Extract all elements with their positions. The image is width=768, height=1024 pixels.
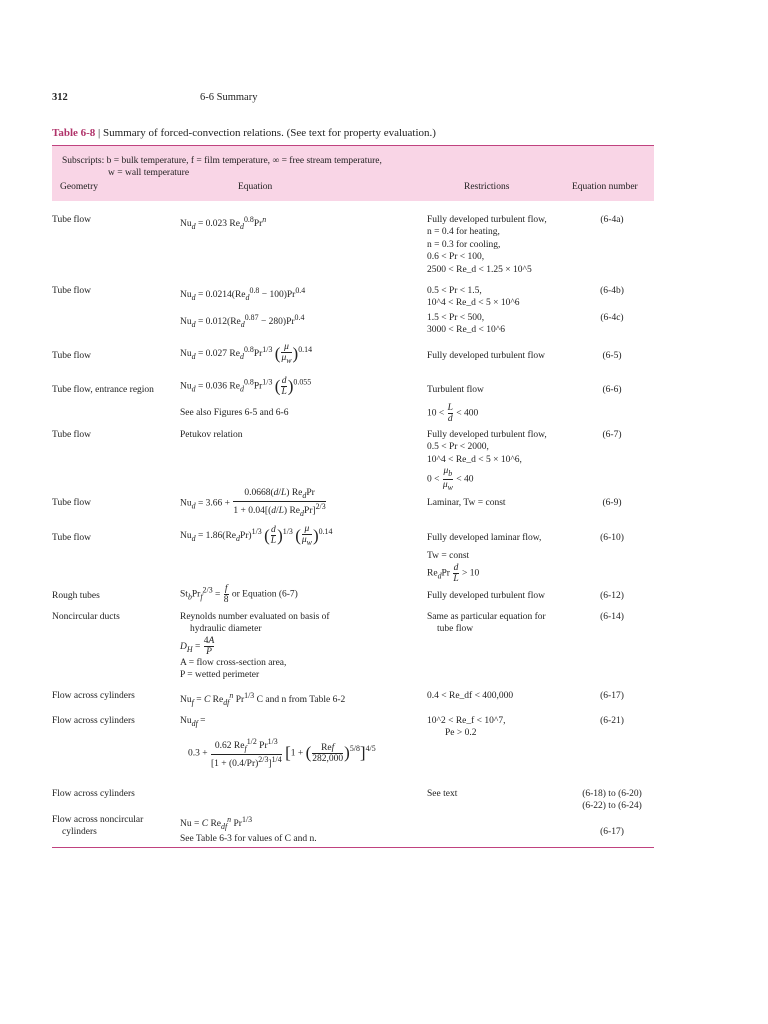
equation-6-17: $Nu_f = C$ $Re_{df}^n$ $Pr^{1/3}$ C and n from Table 6-2 — [180, 691, 346, 708]
equation-6-6: $Nu_d = 0.036$ $Re_d^{0.8}Pr^{1/3}$ ( $\frac{d}{L}$ )$^{0.055}$ — [180, 376, 312, 397]
page-number: 312 — [52, 92, 68, 103]
col-header-equation: Equation — [238, 182, 273, 192]
subscripts-line-2: w = wall temperature — [108, 168, 190, 178]
subscripts-line-1: Subscripts: b = bulk temperature, f = film temperature, ∞ = free stream temperature, — [62, 156, 382, 166]
section-title: 6-6 Summary — [200, 92, 258, 103]
equation-6-4a: $Nu_d = 0.023$ $Re_d^{0.8}Pr^n$ — [180, 215, 267, 232]
caption-text: Summary of forced-convection relations. (See text for property evaluation.) — [103, 127, 436, 139]
equation-6-5: $Nu_d = 0.027$ $Re_d^{0.8}Pr^{1/3}$ ( $\frac{\mu}{\mu_w}$ )$^{0.14}$ — [180, 342, 313, 365]
col-header-geometry: Geometry — [60, 182, 98, 192]
equation-6-4c: $Nu_d = 0.012(Re_d^{0.87} - 280)Pr^{0.4}$ — [180, 313, 305, 330]
running-header — [52, 92, 258, 103]
table-bottom-rule — [52, 847, 654, 848]
table-header — [52, 146, 654, 201]
equation-6-9: $Nu_d = 3.66$ + $\frac{0.0668(d/L) Re_dPr}{1 + 0.04[(d/L) Re_dPr]^{2/3}}$ — [180, 488, 326, 518]
col-header-restrictions: Restrictions — [464, 182, 510, 192]
equation-6-4b: $Nu_d = 0.0214(Re_d^{0.8} - 100)Pr^{0.4}$ — [180, 286, 306, 303]
equation-6-21: 0.3 + $\frac{0.62 Re_f^{1/2} Pr^{1/3}}{[1 + (0.4/Pr)^{2/3}]^{1/4}}$ [1 + ( $\frac{\text{Ref}}{282,000}$ )$^{5/8}$]$^{4/5}$ — [188, 737, 376, 770]
table-label: Table 6-8 — [52, 127, 96, 139]
equation-6-10: $Nu_d = 1.86(Re_dPr)^{1/3}$ ( $\frac{d}{L}$ )$^{1/3}$ ( $\frac{\mu}{\mu_w}$ )$^{0.14}$ — [180, 524, 333, 547]
table-caption: Table 6-8 | Summary of forced-convection relations. (See text for property evaluation.) — [52, 127, 436, 139]
restriction-l-over-d: 10 < $\frac{L}{d}$ < 400 — [427, 403, 479, 424]
col-header-eqnum: Equation number — [572, 182, 638, 192]
equation-6-12: $St_bPr_f^{2/3}$ = $\frac{f}{8}$ or Equation (6-7) — [180, 584, 298, 605]
equation-6-17-noncircular: Nu = C $Re_{df}^n$ $Pr^{1/3}$ — [180, 815, 253, 832]
